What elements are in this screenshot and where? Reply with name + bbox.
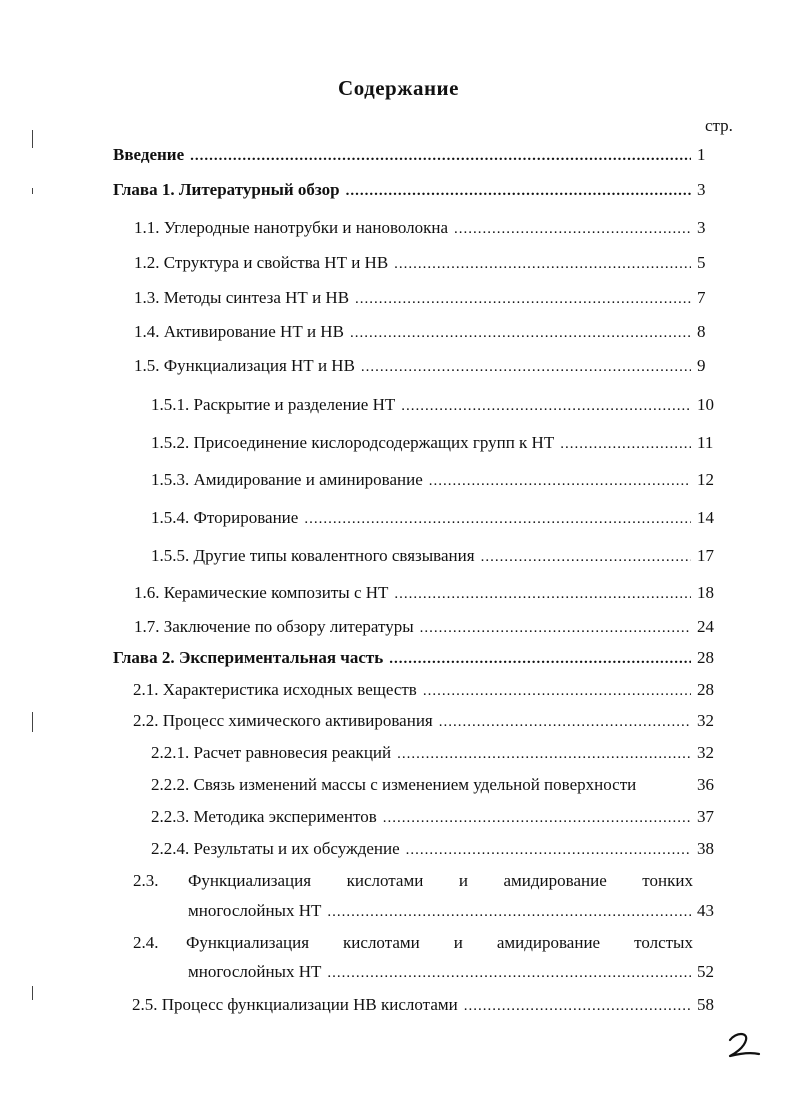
leader-dots [355, 291, 691, 308]
toc-entry-page: 38 [697, 839, 714, 858]
toc-entry-label: 2.2.1. Расчет равновесия реакций [151, 743, 392, 762]
toc-entry-page: 8 [697, 322, 706, 341]
toc-entry-page: 7 [697, 288, 706, 307]
leader-dots [327, 904, 691, 921]
leader-dots [389, 651, 691, 668]
toc-word: кислотами [343, 933, 420, 952]
toc-entry-label: 1.5. Функциализация НТ и НВ [134, 356, 355, 375]
toc-entry-number: 2.3. [133, 871, 159, 890]
leader-dots [346, 183, 691, 200]
toc-entry-page: 28 [697, 680, 714, 699]
toc-entry-label: 2.5. Процесс функциализации НВ кислотами [132, 995, 458, 1014]
toc-entry-number: 2.4. [133, 933, 159, 952]
leader-dots [350, 325, 691, 342]
toc-entry[interactable] [151, 775, 727, 799]
toc-entry-page: 37 [697, 807, 714, 826]
toc-entry-label: 2.2.3. Методика экспериментов [151, 807, 377, 826]
toc-entry[interactable] [133, 711, 727, 735]
margin-mark [32, 712, 33, 732]
toc-entry-page: 28 [697, 648, 714, 667]
leader-dots [394, 586, 691, 603]
toc-entry-page: 18 [697, 583, 714, 602]
toc-entry-line-2 [188, 962, 727, 986]
toc-entry-page: 9 [697, 356, 706, 375]
toc-entry[interactable] [151, 839, 727, 863]
toc-word: тонких [642, 871, 693, 890]
toc-entry-page: 14 [697, 508, 714, 527]
toc-entry-page: 24 [697, 617, 714, 636]
leader-dots [464, 998, 691, 1015]
toc-entry[interactable] [151, 470, 727, 494]
leader-dots [439, 714, 691, 731]
toc-entry-page: 32 [697, 711, 714, 730]
toc-entry-label: 1.5.3. Амидирование и аминирование [151, 470, 423, 489]
leader-dots [394, 256, 691, 273]
toc-entry[interactable] [151, 433, 727, 457]
toc-entry-label: 2.2.4. Результаты и их обсуждение [151, 839, 400, 858]
toc-entry[interactable] [134, 288, 727, 312]
toc-entry-line-2 [188, 901, 727, 925]
toc-entry[interactable] [151, 743, 727, 767]
toc-entry-label: 1.7. Заключение по обзору литературы [134, 617, 414, 636]
toc-entry-page: 3 [697, 218, 706, 237]
leader-dots [481, 549, 691, 566]
toc-entry[interactable] [134, 253, 727, 277]
leader-dots [420, 620, 691, 637]
toc-entry-line-1 [188, 871, 693, 891]
toc-entry-page: 43 [697, 901, 714, 920]
leader-dots [406, 842, 691, 859]
margin-mark [32, 188, 33, 194]
toc-entry-label: 2.2. Процесс химического активирования [133, 711, 433, 730]
toc-word: толстых [634, 933, 693, 952]
toc-entry-label: 1.6. Керамические композиты с НТ [134, 583, 389, 602]
toc-entry-page: 58 [697, 995, 714, 1014]
toc-entry[interactable] [151, 546, 727, 570]
margin-mark [32, 986, 33, 1000]
toc-entry-line-1 [186, 933, 693, 953]
toc-word: амидирование [496, 933, 601, 952]
toc-entry-label: 1.2. Структура и свойства НТ и НВ [134, 253, 389, 272]
toc-entry-label: 1.5.1. Раскрытие и разделение НТ [151, 395, 396, 414]
toc-entry[interactable] [132, 995, 727, 1019]
toc-entry-label: Введение [113, 145, 185, 164]
toc-entry-page: 3 [697, 180, 706, 199]
leader-dots [401, 398, 691, 415]
toc-entry[interactable] [133, 680, 727, 704]
toc-entry-label: 1.5.2. Присоединение кислородсодержащих групп к НТ [151, 433, 555, 452]
leader-dots [560, 436, 691, 453]
toc-entry[interactable] [151, 395, 727, 419]
toc-entry-label: Глава 2. Экспериментальная часть [113, 648, 384, 667]
toc-entry-page: 17 [697, 546, 714, 565]
toc-entry-label: 1.5.5. Другие типы ковалентного связывания [151, 546, 475, 565]
toc-entry[interactable] [134, 617, 727, 641]
toc-entry-label: 1.3. Методы синтеза НТ и НВ [134, 288, 350, 307]
leader-dots [423, 683, 691, 700]
toc-entry[interactable] [134, 356, 727, 380]
toc-entry-introduction[interactable] [113, 145, 727, 169]
toc-entry-label: 2.1. Характеристика исходных веществ [133, 680, 417, 699]
page-title: Содержание [338, 76, 459, 100]
toc-entry[interactable] [151, 508, 727, 532]
leader-dots [397, 746, 691, 763]
toc-word: Функциализация [186, 933, 310, 952]
toc-entry-label: 1.1. Углеродные нанотрубки и нановолокна [134, 218, 449, 237]
toc-entry[interactable] [134, 218, 727, 242]
toc-entry-label: 1.4. Активирование НТ и НВ [134, 322, 344, 341]
toc-entry-page: 1 [697, 145, 706, 164]
leader-dots [361, 359, 691, 376]
toc-word: Функциализация [188, 871, 312, 890]
toc-word: кислотами [346, 871, 424, 890]
toc-word: амидирование [503, 871, 607, 890]
leader-dots [383, 810, 691, 827]
toc-entry-page: 10 [697, 395, 714, 414]
toc-entry-label: 2.2.2. Связь изменений массы с изменением удельной поверхности [151, 775, 637, 794]
leader-dots [190, 148, 691, 165]
toc-entry-chapter-1[interactable] [113, 180, 727, 204]
toc-entry-label: 1.5.4. Фторирование [151, 508, 299, 527]
leader-dots [327, 965, 691, 982]
toc-entry-page: 5 [697, 253, 706, 272]
toc-entry-label: многослойных НТ [188, 901, 322, 920]
margin-mark [32, 130, 33, 148]
leader-dots [454, 221, 691, 238]
leader-dots [429, 473, 691, 490]
toc-entry-chapter-2[interactable] [113, 648, 727, 672]
toc-word: и [458, 871, 468, 890]
toc-entry[interactable] [151, 807, 727, 831]
pages-column-label: стр. [705, 116, 733, 135]
toc-entry-label: многослойных НТ [188, 962, 322, 981]
toc-entry[interactable] [134, 322, 727, 346]
toc-entry[interactable] [134, 583, 727, 607]
toc-entry-label: Глава 1. Литературный обзор [113, 180, 340, 199]
toc-entry-page: 11 [697, 433, 714, 452]
leader-dots [304, 511, 691, 528]
toc-word: и [453, 933, 463, 952]
toc-entry-page: 36 [697, 775, 714, 794]
toc-entry-page: 32 [697, 743, 714, 762]
toc-entry-page: 12 [697, 470, 714, 489]
toc-entry-page: 52 [697, 962, 714, 981]
handwritten-page-number [726, 1030, 762, 1060]
